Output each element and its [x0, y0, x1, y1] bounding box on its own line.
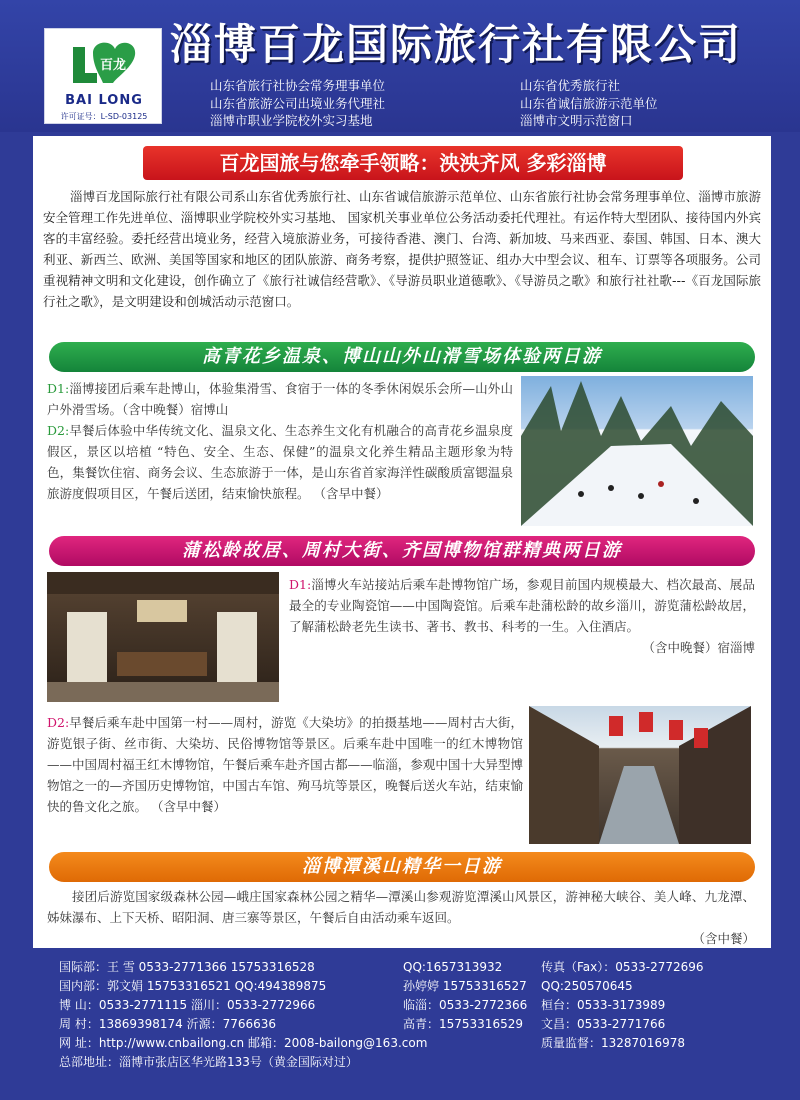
contact-cell: 总部地址：淄博市张店区华光路133号（黄金国际对过） [59, 1055, 358, 1069]
qualification-item: 山东省诚信旅游示范单位 [520, 95, 658, 111]
tour-title-1: 高青花乡温泉、博山山外山滑雪场体验两日游 [49, 342, 755, 372]
room-scene-icon [47, 572, 279, 702]
qualification-item: 淄博市文明示范窗口 [520, 113, 633, 129]
day-label: D1: [47, 381, 70, 396]
contact-cell: 周 村：13869398174 沂源：7766636 [59, 1017, 277, 1031]
contact-cell: 临淄：0533-2772366 [403, 998, 528, 1012]
contact-cell: 高青：15753316529 [403, 1017, 523, 1031]
contact-cell: 质量监督：13287016978 [541, 1036, 685, 1050]
contact-cell: 国际部：王 雪 0533-2771366 15753316528 [59, 960, 315, 974]
day-text: 早餐后体验中华传统文化、温泉文化、生态养生文化有机融合的高青花乡温泉度假区，景区以培植 “特色、安全、生态、保健”的温泉文化养生精品主题形象为特色，集餐饮住宿、商务会议、生态旅游于一体，是山东省首家海洋性碳酸质富锶温泉旅游度假项目区，午餐后送团，结束愉快旅程。 [47, 423, 513, 501]
contact-info [33, 956, 773, 1096]
tour-2-day-2 [47, 712, 523, 842]
tour-2-day-1 [289, 574, 755, 694]
qualification-item: 山东省优秀旅行社 [520, 78, 621, 93]
contact-cell: 孙婷婷 15753316527 [403, 979, 527, 993]
contact-cell: 网 址：http://www.cnbailong.cn 邮箱：2008-bailong@163.com [59, 1036, 428, 1050]
logo-license: 许可证号：L-SD-03125 [60, 112, 148, 121]
day-label: D1: [289, 577, 312, 592]
contact-cell: 博 山：0533-2771115 淄川：0533-2772966 [59, 998, 316, 1012]
contact-cell: 桓台：0533-3173989 [541, 998, 666, 1012]
contact-cell: QQ:250570645 [541, 979, 633, 993]
qualification-item: 淄博市职业学院校外实习基地 [210, 113, 373, 129]
contact-cell: QQ:1657313932 [403, 960, 503, 974]
contact-cell: 文昌：0533-2771766 [541, 1017, 666, 1031]
logo-mark-text: 百龙 [99, 58, 127, 73]
zhoucun-street-photo [529, 706, 751, 844]
logo [44, 28, 162, 124]
meal-note: （含中晚餐）宿淄博 [642, 640, 755, 655]
day-text: 淄博接团后乘车赴博山，体验集滑雪、食宿于一体的冬季休闲娱乐会所—山外山户外滑雪场。（含中晚餐）宿博山 [47, 381, 513, 417]
meal-note: （含早中餐） [313, 486, 389, 501]
qualifications [210, 78, 770, 130]
tour-3-itinerary [47, 886, 755, 946]
tour-1-itinerary [47, 378, 513, 532]
company-name: 淄博百龙国际旅行社有限公司 [170, 20, 743, 69]
street-scene-icon [529, 706, 751, 844]
ski-scene-icon [521, 376, 753, 526]
contact-cell: 国内部：郭文娟 15753316521 QQ:494389875 [59, 979, 327, 993]
meal-note: （含早中餐） [151, 799, 227, 814]
header [0, 0, 800, 132]
bailong-logo-icon [63, 33, 143, 93]
day-text: 早餐后乘车赴中国第一村——周村，游览《大染坊》的拍摄基地——周村古大街，游览银子街、丝市街、大染坊、民俗博物馆等景区。后乘车赴中国唯一的红木博物馆 ——中国周村福王红木博物馆，午餐后乘车赴齐国古都——临淄，参观中国十大异型博物馆之一的—齐国历史博物馆，中国古车馆、殉马坑等景区，晚餐后送火车站，结束愉快的鲁文化之旅。 [47, 715, 523, 814]
day-label: D2: [47, 715, 70, 730]
logo-name: BAI LONG [65, 93, 143, 108]
qualification-item: 山东省旅游公司出境业务代理社 [210, 95, 386, 111]
tour-title-3: 淄博潭溪山精华一日游 [49, 852, 755, 882]
content-panel [33, 136, 771, 948]
tour-title-2: 蒲松龄故居、周村大街、齐国博物馆群精典两日游 [49, 536, 755, 566]
tour-text: 接团后游览国家级森林公园—峨庄国家森林公园之精华—潭溪山参观游览潭溪山风景区，游神秘大峡谷、美人峰、九龙潭、姊妹瀑布、上下天桥、昭阳洞、唐三寨等景区，午餐后自由活动乘车返回。 [47, 889, 755, 925]
contact-cell: 传真（Fax）：0533-2772696 [541, 960, 704, 974]
meal-note: （含中餐） [692, 931, 755, 946]
former-residence-photo [47, 572, 279, 702]
qualification-item: 山东省旅行社协会常务理事单位 [210, 78, 386, 93]
day-label: D2: [47, 423, 70, 438]
company-intro: 淄博百龙国际旅行社有限公司系山东省优秀旅行社、山东省诚信旅游示范单位、山东省旅行社协会常务理事单位、淄博市旅游安全管理工作先进单位、淄博职业学院校外实习基地、 国家机关事业单位公务活动委托代理社。有运作特大型团队、接待国内外宾客的丰富经验。委托经营出境业务，经营入境旅游业务，可接待香港、澳门、台湾、新加坡、马来西亚、泰国、韩国、日本、澳大利亚、新西兰、欧洲、美国等国家和地区的团队旅游、商务考察，提供护照签证、组办大中型会议、租车、订票等各项服务。公司重视精神文明和文化建设，创作确立了《旅行社诚信经营歌》、《导游员职业道德歌》、《导游员之歌》和旅行社社歌---《百龙国际旅行社之歌》，是文明建设和创城活动示范窗口。 [43, 189, 761, 309]
day-text: 淄博火车站接站后乘车赴博物馆广场，参观目前国内规模最大、档次最高、展品最全的专业陶瓷馆——中国陶瓷馆。后乘车赴蒲松龄的故乡淄川，游览蒲松龄故居，了解蒲松龄老先生读书、著书、教书、科考的一生。入住酒店。 [289, 577, 755, 634]
ski-slope-photo [521, 376, 753, 526]
slogan-banner: 百龙国旅与您牵手领略：泱泱齐风 多彩淄博 [143, 146, 683, 180]
